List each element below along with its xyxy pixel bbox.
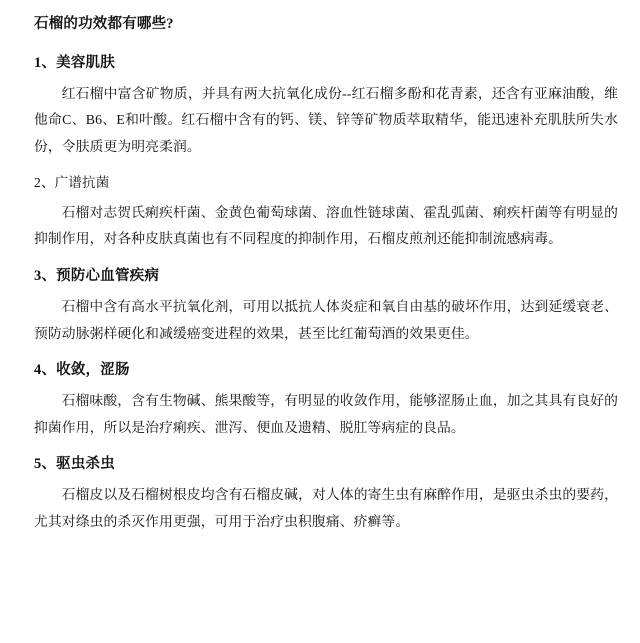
- document-section: [34, 52, 618, 161]
- page-title: 石榴的功效都有哪些?: [34, 16, 174, 32]
- section-heading: 2、广谱抗菌: [34, 175, 110, 191]
- section-paragraph: 石榴皮以及石榴树根皮均含有石榴皮碱，对人体的寄生虫有麻醉作用，是驱虫杀虫的要药，尤其对绦虫的杀灭作用更强，可用于治疗虫积腹痛、疥癣等。: [34, 487, 618, 529]
- section-paragraph: 石榴中含有高水平抗氧化剂，可用以抵抗人体炎症和氧自由基的破坏作用，达到延缓衰老、预防动脉粥样硬化和减缓癌变进程的效果，甚至比红葡萄酒的效果更佳。: [34, 299, 618, 341]
- section-heading: 4、收敛，涩肠: [34, 362, 130, 379]
- section-paragraph: 石榴味酸，含有生物碱、熊果酸等，有明显的收敛作用，能够涩肠止血，加之其具有良好的抑菌作用，所以是治疗痢疾、泄泻、便血及遗精、脱肛等病症的良品。: [34, 393, 618, 435]
- section-heading: 5、驱虫杀虫: [34, 456, 115, 473]
- document-section: [34, 172, 618, 253]
- section-paragraph: 石榴对志贺氏痢疾杆菌、金黄色葡萄球菌、溶血性链球菌、霍乱弧菌、痢疾杆菌等有明显的抑制作用，对各种皮肤真菌也有不同程度的抑制作用，石榴皮煎剂还能抑制流感病毒。: [34, 204, 618, 247]
- document-section: [34, 265, 618, 347]
- document-section: [34, 453, 618, 535]
- document-section: [34, 359, 618, 441]
- section-heading: 3、预防心血管疾病: [34, 267, 160, 284]
- section-heading: 1、美容肌肤: [34, 54, 115, 71]
- section-paragraph: 红石榴中富含矿物质，并具有两大抗氧化成份--红石榴多酚和花青素，还含有亚麻油酸，维他命C、B6、E和叶酸。红石榴中含有的钙、镁、锌等矿物质萃取精华，能迅速补充肌肤所失水份，令肤质更为明亮柔润。: [34, 85, 618, 154]
